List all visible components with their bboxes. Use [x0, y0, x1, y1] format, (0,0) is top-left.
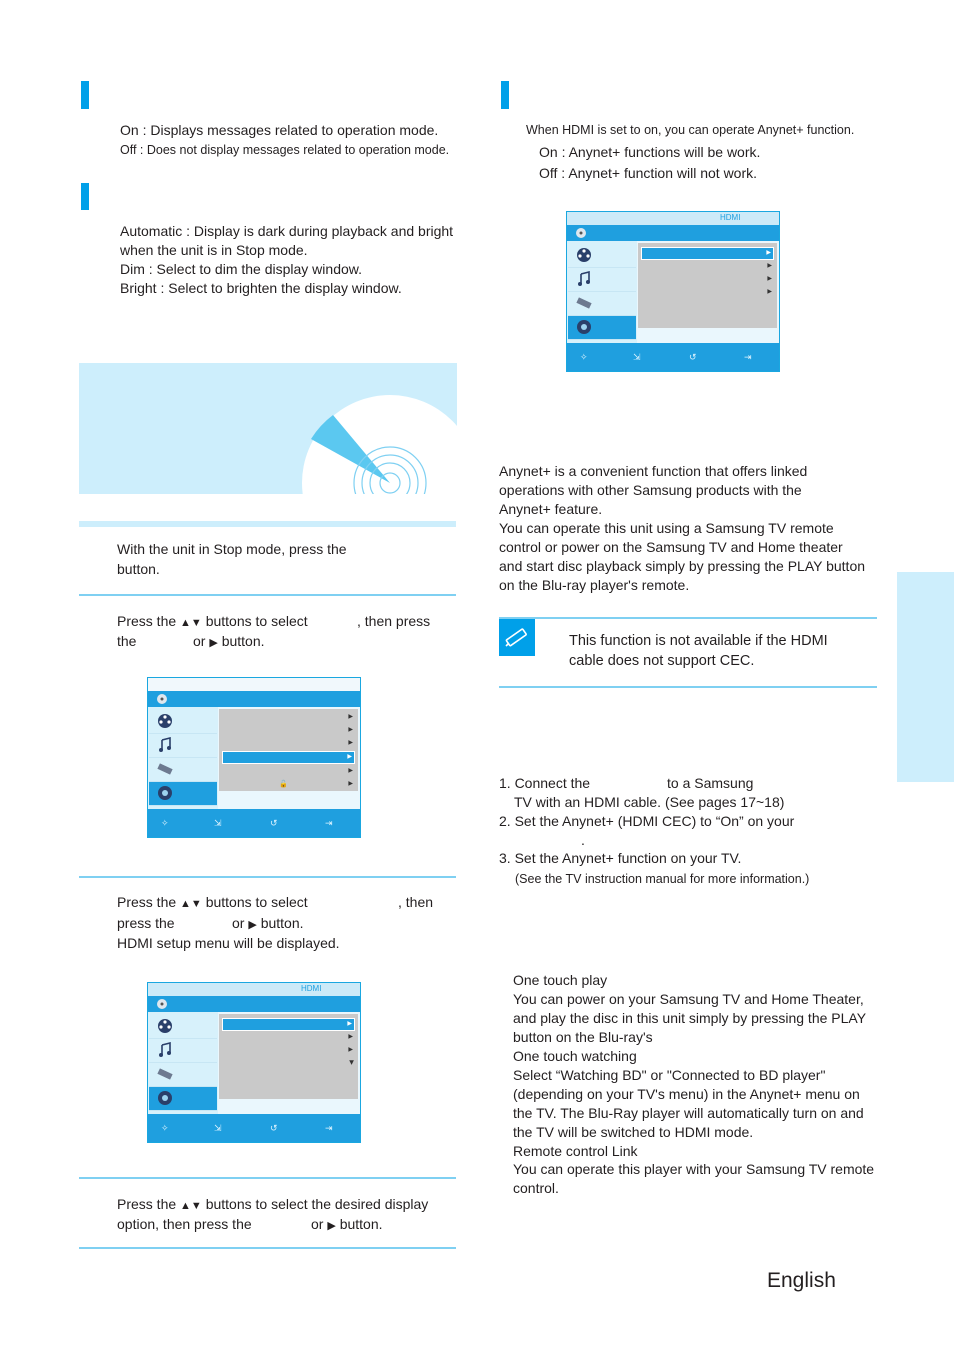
menu-row[interactable]: ▶ [348, 1047, 353, 1053]
menu-row[interactable]: 🔓 ▶ [279, 781, 353, 788]
step-divider [79, 1177, 456, 1179]
film-reel-icon [576, 247, 592, 263]
feature-heading: One touch watching [513, 1048, 637, 1064]
up-down-arrows-icon: ▲▼ [180, 898, 202, 910]
section-marker-messages [81, 81, 89, 109]
right-arrow-icon: ▶ [327, 1220, 336, 1232]
step3-or: or ▶ button. [232, 915, 304, 931]
sidebar-item-movie[interactable] [149, 710, 217, 734]
sidebar-item-photo[interactable] [149, 758, 217, 782]
automatic-description: Automatic : Display is dark during playback and bright [120, 223, 454, 239]
hdmi-menu-screen-right [566, 211, 780, 372]
menu-row[interactable]: ▶ [348, 1034, 353, 1040]
note-text: This function is not available if the HDMI [569, 633, 828, 649]
step3-press: press the [117, 915, 175, 931]
menu-row[interactable]: ▶ [348, 1060, 355, 1065]
feature-text: and play the disc in this unit simply by pressing the PLAY [513, 1010, 867, 1026]
anynet-off: Off : Anynet+ function will not work. [539, 165, 758, 181]
anynet-step2: 2. Set the Anynet+ (HDMI CEC) to “On” on your [499, 813, 795, 829]
sidebar-item-music[interactable] [149, 1039, 217, 1063]
menu-row[interactable]: ▶ [767, 263, 772, 269]
menu-row-selected[interactable]: ▶ [641, 247, 774, 260]
off-description: Off : Does not display messages related to operation mode. [120, 143, 450, 157]
move-icon: ✧ [161, 1123, 169, 1133]
section-marker-anynet [501, 81, 509, 109]
up-down-arrows-icon: ▲▼ [180, 617, 202, 629]
enter-icon: ⇲ [633, 352, 641, 362]
disc-icon [156, 693, 168, 705]
menu-row[interactable]: ▶ [348, 768, 353, 774]
sidebar-item-setup[interactable] [568, 316, 636, 340]
menu-row[interactable]: ▶ [348, 740, 353, 746]
feature-text: Select “Watching BD" or "Connected to BD player" [513, 1067, 826, 1083]
step3-result: HDMI setup menu will be displayed. [117, 935, 340, 951]
on-description: On : Displays messages related to operation mode. [120, 122, 439, 138]
disc-graphic [79, 363, 457, 494]
anynet-desc-line: Anynet+ is a convenient function that offers linked [499, 463, 808, 479]
sidebar-item-photo[interactable] [149, 1063, 217, 1087]
feature-heading: Remote control Link [513, 1143, 638, 1159]
anynet-step1-b: to a Samsung [667, 775, 754, 791]
feature-heading: One touch play [513, 972, 608, 988]
step-divider [79, 1247, 456, 1249]
music-note-icon [157, 1042, 173, 1058]
step-divider [79, 594, 456, 596]
exit-icon: ⇥ [325, 1123, 333, 1133]
menu-row[interactable]: ▶ [348, 714, 353, 720]
anynet-step3-note: (See the TV instruction manual for more information.) [515, 872, 810, 886]
feature-text: control. [513, 1180, 559, 1196]
banner-underline [79, 521, 456, 527]
step4-or: or ▶ button. [311, 1216, 383, 1232]
step-divider [79, 876, 456, 878]
note-bottom-rule [499, 686, 877, 688]
move-icon: ✧ [580, 352, 588, 362]
menu-row-selected[interactable]: ▶ [222, 1018, 355, 1031]
sidebar-item-movie[interactable] [149, 1015, 217, 1039]
sidebar-item-photo[interactable] [568, 292, 636, 316]
step2-text: Press the ▲▼ buttons to select [117, 613, 308, 629]
right-arrow-icon: ▶ [209, 637, 218, 649]
hdmi-menu-screen-left [147, 982, 361, 1143]
feature-text: You can power on your Samsung TV and Home Theater, [513, 991, 864, 1007]
music-note-icon [576, 271, 592, 287]
bright-description: Bright : Select to brighten the display window. [120, 280, 402, 296]
return-icon: ↺ [689, 352, 697, 362]
step2-text-post: , then press [357, 613, 431, 629]
anynet-intro: When HDMI is set to on, you can operate Anynet+ function. [526, 123, 855, 137]
film-reel-icon [157, 1018, 173, 1034]
anynet-step1-c: TV with an HDMI cable. (See pages 17~18) [514, 794, 785, 810]
feature-text: (depending on your TV's menu) in the Anynet+ menu on [513, 1086, 860, 1102]
exit-icon: ⇥ [325, 818, 333, 828]
setup-disc-icon [157, 1090, 173, 1106]
up-down-arrows-icon: ▲▼ [180, 1200, 202, 1212]
anynet-step3: 3. Set the Anynet+ function on your TV. [499, 850, 742, 866]
menu-row[interactable]: ▶ [348, 727, 353, 733]
return-icon: ↺ [270, 1123, 278, 1133]
anynet-step1: 1. Connect the [499, 775, 591, 791]
sidebar-item-movie[interactable] [568, 244, 636, 268]
note-pencil-icon [499, 619, 535, 656]
anynet-desc-line: control or power on the Samsung TV and Home theater [499, 539, 843, 555]
anynet-desc-line: You can operate this unit using a Samsung TV remote [499, 520, 834, 536]
step1-text-cont: button. [117, 561, 160, 577]
step3-text: Press the ▲▼ buttons to select [117, 894, 308, 910]
enter-icon: ⇲ [214, 1123, 222, 1133]
music-note-icon [157, 737, 173, 753]
sidebar-item-setup[interactable] [149, 782, 217, 806]
setup-disc-icon [157, 785, 173, 801]
return-icon: ↺ [270, 818, 278, 828]
feature-text: You can operate this player with your Samsung TV remote [513, 1161, 875, 1177]
section-banner [79, 363, 457, 494]
anynet-desc-line: operations with other Samsung products with the [499, 482, 802, 498]
dim-description: Dim : Select to dim the display window. [120, 261, 362, 277]
anynet-step2-b: . [581, 832, 585, 848]
photo-icon [157, 1066, 173, 1082]
step3-text-post: , then [398, 894, 434, 910]
setup-disc-icon [576, 319, 592, 335]
step4-text: Press the ▲▼ buttons to select the desired display [117, 1196, 429, 1212]
exit-icon: ⇥ [744, 352, 752, 362]
anynet-desc-line: Anynet+ feature. [499, 501, 603, 517]
section-marker-display [81, 183, 89, 210]
enter-icon: ⇲ [214, 818, 222, 828]
chapter-side-tab [897, 572, 954, 782]
sidebar-item-music[interactable] [149, 734, 217, 758]
menu-row[interactable]: ▶ [767, 289, 772, 295]
setup-menu-screen [147, 677, 361, 838]
automatic-description-cont: when the unit is in Stop mode. [120, 242, 308, 258]
feature-text: button on the Blu-ray's [513, 1029, 653, 1045]
right-arrow-icon: ▶ [248, 919, 257, 931]
sidebar-item-setup[interactable] [149, 1087, 217, 1111]
anynet-on: On : Anynet+ functions will be work. [539, 144, 761, 160]
menu-row[interactable]: ▶ [767, 276, 772, 282]
menu-row-selected[interactable]: ▶ [222, 751, 355, 764]
move-icon: ✧ [161, 818, 169, 828]
anynet-desc-line: on the Blu-ray player's remote. [499, 577, 690, 593]
feature-text: the TV will be switched to HDMI mode. [513, 1124, 754, 1140]
sidebar-item-music[interactable] [568, 268, 636, 292]
step4-option: option, then press the [117, 1216, 252, 1232]
hdmi-label: HDMI [301, 984, 322, 993]
note-text-cont: cable does not support CEC. [569, 653, 755, 669]
note-top-rule [499, 617, 877, 619]
step2-or: or ▶ button. [193, 633, 265, 649]
hdmi-label: HDMI [720, 213, 741, 222]
disc-icon [156, 998, 168, 1010]
feature-text: the TV. The Blu-Ray player will automatically turn on and [513, 1105, 864, 1121]
photo-icon [576, 295, 592, 311]
disc-icon [575, 227, 587, 239]
step1-text: With the unit in Stop mode, press the [117, 541, 347, 557]
photo-icon [157, 761, 173, 777]
lock-icon: 🔓 [279, 781, 288, 788]
film-reel-icon [157, 713, 173, 729]
page-language-label: English [767, 1269, 836, 1292]
anynet-desc-line: and start disc playback simply by pressing the PLAY button [499, 558, 866, 574]
step2-the: the [117, 633, 137, 649]
